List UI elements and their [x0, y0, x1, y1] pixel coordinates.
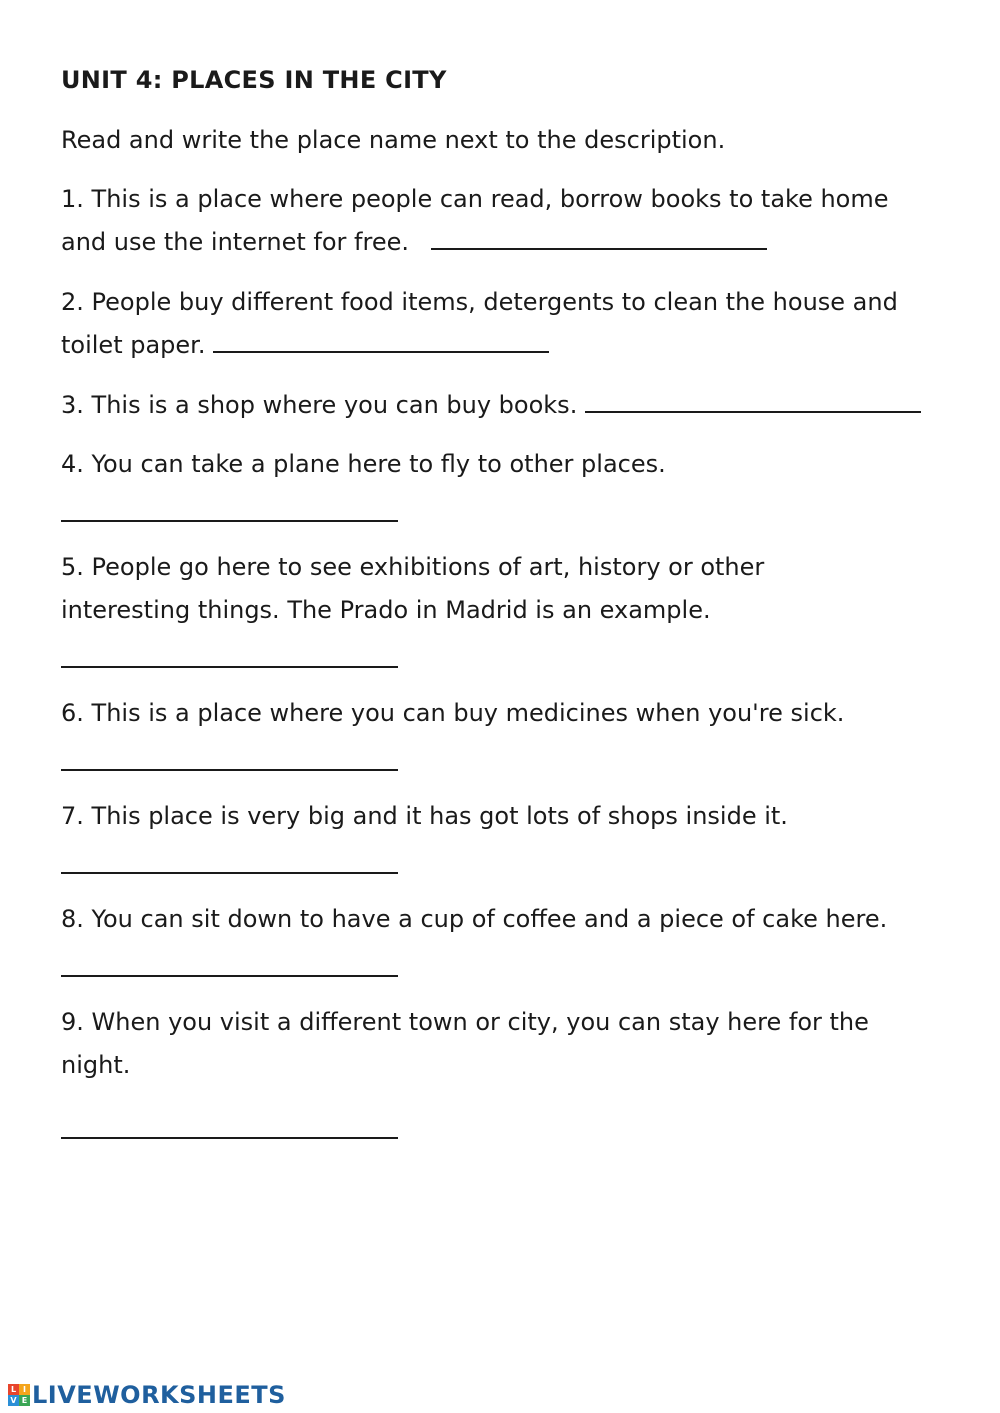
page-title: UNIT 4: PLACES IN THE CITY	[61, 66, 447, 94]
brand-name: LIVEWORKSHEETS	[32, 1381, 286, 1409]
answer-blank-1[interactable]	[431, 248, 767, 250]
question-text-line: 7. This place is very big and it has got lots of shops inside it.	[61, 802, 788, 830]
question-8	[61, 898, 961, 941]
answer-blank-8[interactable]	[61, 975, 398, 977]
answer-blank-3[interactable]	[585, 411, 921, 413]
question-text-line: 6. This is a place where you can buy medicines when you're sick.	[61, 699, 845, 727]
question-2	[61, 281, 961, 367]
question-text-line: 1. This is a place where people can read, borrow books to take home	[61, 185, 889, 213]
answer-blank-9[interactable]	[61, 1137, 398, 1139]
question-5	[61, 546, 961, 632]
question-7	[61, 795, 961, 838]
question-text-line: 3. This is a shop where you can buy books.	[61, 391, 578, 419]
question-text-line: and use the internet for free.	[61, 228, 409, 256]
answer-blank-7[interactable]	[61, 872, 398, 874]
logo-letter: I	[19, 1384, 30, 1395]
logo-letter: E	[19, 1395, 30, 1406]
question-1	[61, 178, 961, 264]
answer-blank-2[interactable]	[213, 351, 549, 353]
logo-letter: V	[8, 1395, 19, 1406]
question-text-line: interesting things. The Prado in Madrid is an example.	[61, 596, 711, 624]
answer-blank-5[interactable]	[61, 666, 398, 668]
question-4	[61, 443, 961, 486]
liveworksheets-logo	[8, 1380, 286, 1410]
question-text-line: 9. When you visit a different town or city, you can stay here for the	[61, 1008, 869, 1036]
answer-blank-4[interactable]	[61, 520, 398, 522]
question-9	[61, 1001, 961, 1087]
question-text-line: night.	[61, 1051, 131, 1079]
question-text-line: toilet paper.	[61, 331, 206, 359]
question-3	[61, 384, 961, 427]
question-text-line: 8. You can sit down to have a cup of coffee and a piece of cake here.	[61, 905, 888, 933]
question-text-line: 2. People buy different food items, detergents to clean the house and	[61, 288, 898, 316]
logo-letter: L	[8, 1384, 19, 1395]
question-6	[61, 692, 961, 735]
question-text-line: 4. You can take a plane here to fly to other places.	[61, 450, 666, 478]
instructions: Read and write the place name next to the description.	[61, 126, 726, 154]
logo-mark-icon	[8, 1384, 30, 1406]
question-text-line: 5. People go here to see exhibitions of art, history or other	[61, 553, 765, 581]
answer-blank-6[interactable]	[61, 769, 398, 771]
